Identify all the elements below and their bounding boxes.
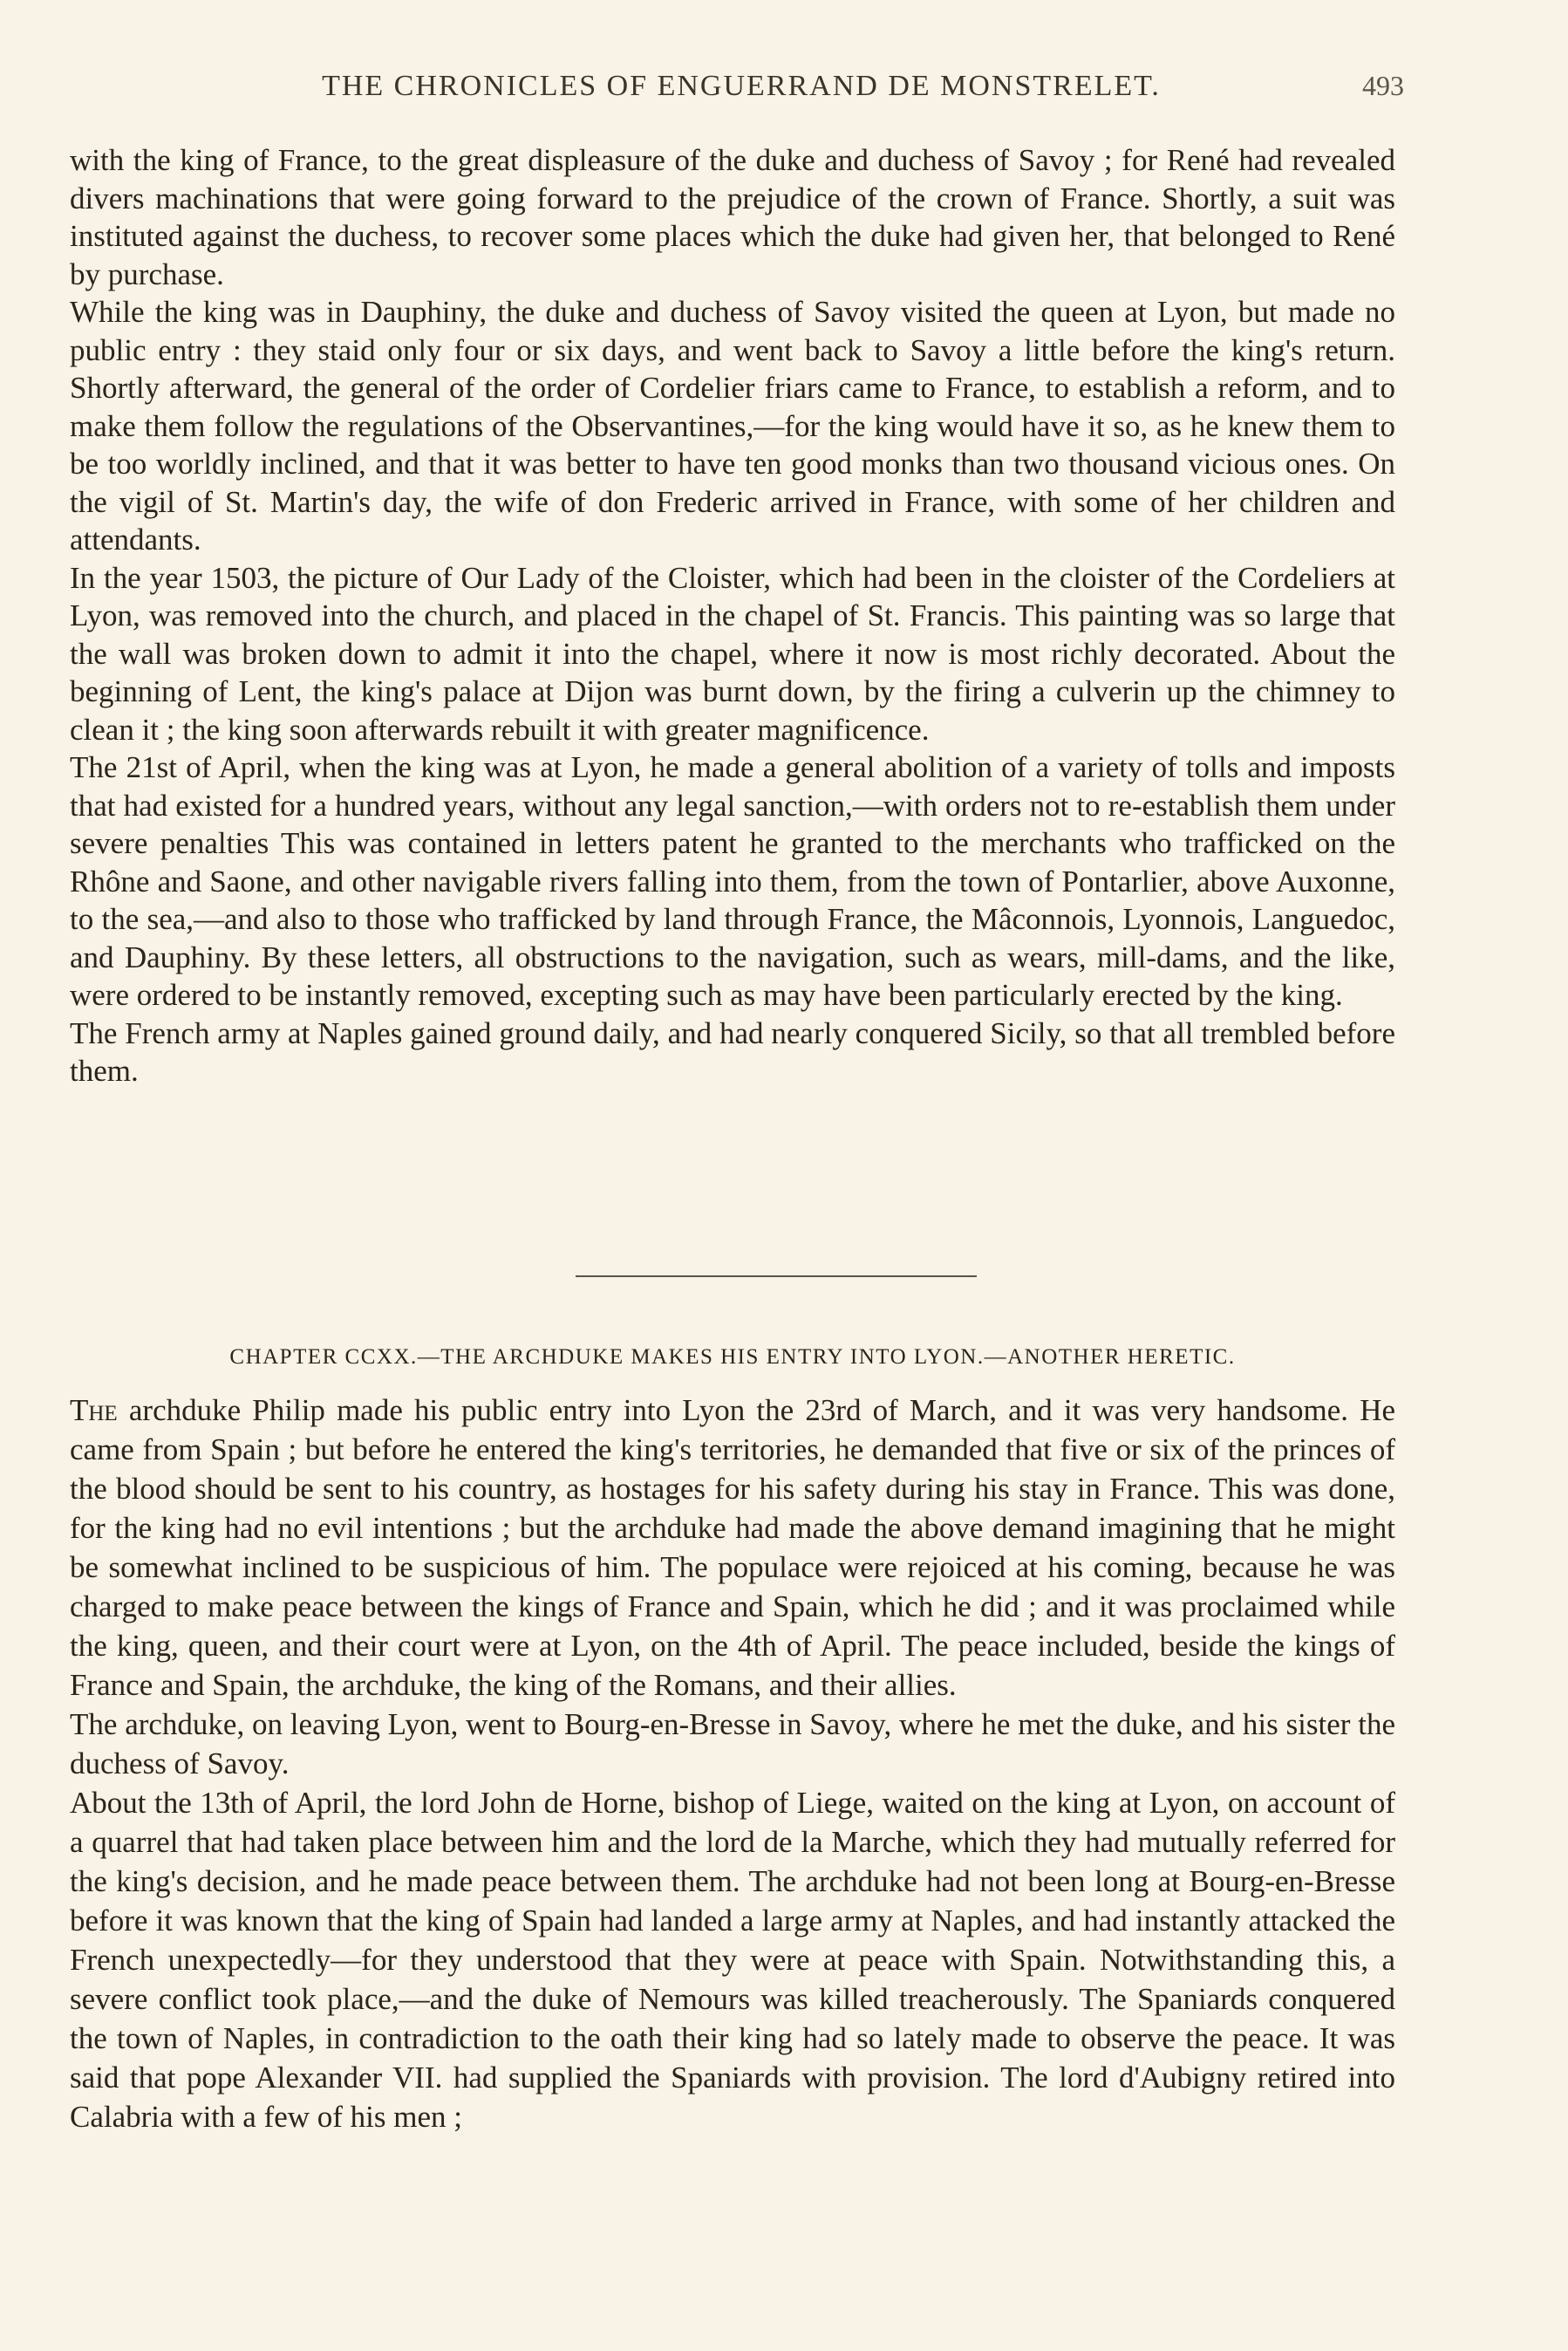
paragraph: While the king was in Dauphiny, the duke and duchess of Savoy visited the queen at Lyon, but made no public entry : they staid only four or six days, and went back to Savoy a little before the king's return. Shortly afterward, the general of the order of Cordelier friars came to France, to establish a reform, and to make them follow the regulations of the Observantines,—for the king would have it so, as he knew them to be too worldly inclined, and that it was better to have ten good monks than two thousand vicious ones. On the vigil of St. Martin's day, the wife of don Frederic arrived in France, with some of her children and attendants. [70, 295, 1395, 557]
paragraph: In the year 1503, the picture of Our Lady of the Cloister, which had been in the cloister of the Cordeliers at Lyon, was removed into the church, and placed in the chapel of St. Francis. This painting was so large that the wall was broken down to admit it into the chapel, where it now is most richly decorated. About the beginning of Lent, the king's palace at Dijon was burnt down, by the firing a culverin up the chimney to clean it ; the king soon afterwards rebuilt it with greater magnificence. [70, 560, 1395, 747]
running-head-title: THE CHRONICLES OF ENGUERRAND DE MONSTRELET. [322, 70, 1161, 102]
paragraph: The archduke, on leaving Lyon, went to Bourg-en-Bresse in Savoy, where he met the duke, and his sister the duchess of Savoy. [70, 1707, 1395, 1780]
chapter-text [70, 1391, 1395, 2136]
paragraph-body: archduke Philip made his public entry into Lyon the 23rd of March, and it was very handsome. He came from Spain ; but before he entered the king's territories, he demanded that five or six of the princes of the blood should be sent to his country, as hostages for his safety during his stay in France. This was done, for the king had no evil intentions ; but the archduke had made the above demand imagining that he might be somewhat inclined to be suspicious of him. The populace were rejoiced at his coming, because he was charged to make peace between the kings of France and Spain, which he did ; and it was proclaimed while the king, queen, and their court were at Lyon, on the 4th of April. The peace included, beside the kings of France and Spain, the archduke, the king of the Romans, and their allies. [70, 1393, 1395, 1702]
paragraph: The 21st of April, when the king was at Lyon, he made a general abolition of a variety of tolls and imposts that had existed for a hundred years, without any legal sanction,—with orders not to re-establish them under severe penalties This was contained in letters patent he granted to the merchants who trafficked on the Rhône and Saone, and other navigable rivers falling into them, from the town of Pontarlier, above Auxonne, to the sea,—and also to those who trafficked by land through France, the Mâconnois, Lyonnois, Languedoc, and Dauphiny. By these letters, all obstructions to the navigation, such as wears, mill-dams, and the like, were ordered to be instantly removed, excepting such as may have been particularly erected by the king. [70, 750, 1395, 1012]
paragraph: About the 13th of April, the lord John de Horne, bishop of Liege, waited on the king at Lyon, on account of a quarrel that had taken place between him and the lord de la Marche, which they had mutually referred for the king's decision, and he made peace between them. The archduke had not been long at Bourg-en-Bresse before it was known that the king of Spain had landed a large army at Naples, and had instantly attacked the French unexpectedly—for they understood that they were at peace with Spain. Notwithstanding this, a severe conflict took place,—and the duke of Nemours was killed treacherously. The Spaniards conquered the town of Naples, in contradiction to the oath their king had so lately made to observe the peace. It was said that pope Alexander VII. had supplied the Spaniards with provision. The lord d'Aubigny retired into Calabria with a few of his men ; [70, 1786, 1395, 2134]
opening-word: The [70, 1393, 118, 1427]
chapter-heading: CHAPTER CCXX.—THE ARCHDUKE MAKES HIS ENTRY INTO LYON.—ANOTHER HERETIC. [229, 1345, 1236, 1369]
paragraph: The French army at Naples gained ground daily, and had nearly conquered Sicily, so that all trembled before them. [70, 1015, 1395, 1088]
page-number: 493 [1362, 70, 1404, 101]
section-divider [576, 1275, 977, 1277]
paragraph [70, 1391, 1395, 1705]
paragraph: with the king of France, to the great displeasure of the duke and duchess of Savoy ; for René had revealed divers machinations that were going forward to the prejudice of the crown of France. Shortly, a suit was instituted against the duchess, to recover some places which the duke had given her, that belonged to René by purchase. [70, 143, 1395, 291]
previous-chapter-text [70, 141, 1395, 1090]
